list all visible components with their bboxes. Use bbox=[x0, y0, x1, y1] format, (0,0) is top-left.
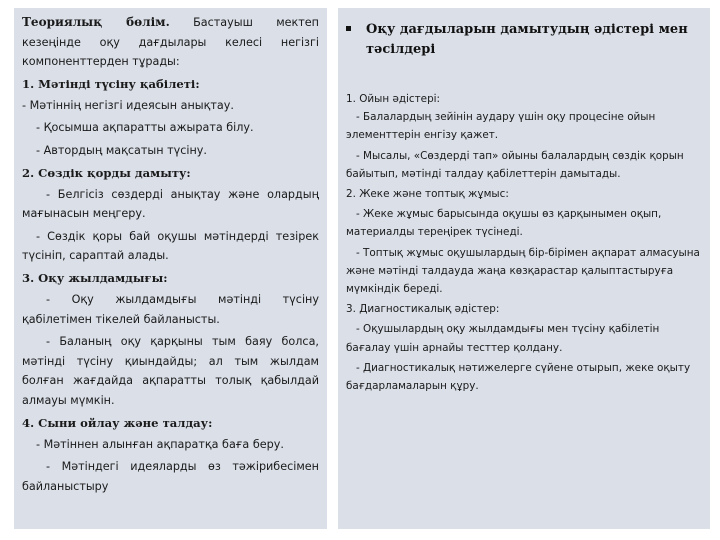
left-column bbox=[14, 8, 327, 529]
method3-title: 3. Диагностикалық әдістер: bbox=[346, 303, 500, 316]
section4-item: - Мәтіндегі идеяларды өз тәжірибесімен байланыстыру bbox=[22, 460, 319, 493]
method1-item: - Мысалы, «Сөздерді тап» ойыны балалардың сөздік қорын байытып, мәтінді талдау қабілеттерін дамытады. bbox=[346, 149, 684, 180]
section1-item: - Автордың мақсатын түсіну. bbox=[36, 143, 207, 157]
section1-title: 1. Мәтінді түсіну қабілеті: bbox=[22, 76, 200, 91]
section1-item: - Қосымша ақпаратты ажырата білу. bbox=[36, 121, 254, 135]
section2-title: 2. Сөздік қорды дамыту: bbox=[22, 165, 191, 180]
method2-title: 2. Жеке және топтық жұмыс: bbox=[346, 188, 509, 201]
right-column bbox=[338, 8, 710, 529]
section2-item: - Белгісіз сөздерді анықтау және олардың мағынасын меңгеру. bbox=[22, 187, 319, 221]
method1-item: - Балалардың зейінін аудару үшін оқу процесіне ойын элементтерін енгізу қажет. bbox=[346, 111, 656, 142]
section3-item: - Оқу жылдамдығы мәтінді түсіну қабілетімен тікелей байланысты. bbox=[22, 292, 319, 326]
section1-item: - Мәтіннің негізгі идеясын анықтау. bbox=[22, 98, 234, 112]
method2-item: - Топтық жұмыс оқушылардың бір-бірімен ақпарат алмасуына және мәтінді талдауда жаңа көзқарастар қалыптастыруға мүмкіндік береді. bbox=[346, 246, 700, 296]
intro-paragraph bbox=[22, 13, 319, 72]
method3-item: - Оқушылардың оқу жылдамдығы мен түсіну қабілетін бағалау үшін арнайы тесттер қолдану. bbox=[346, 323, 660, 354]
method1-title: 1. Ойын әдістері: bbox=[346, 93, 441, 105]
methods-heading bbox=[346, 20, 700, 60]
method3-item: - Диагностикалық нәтижелерге сүйене отырып, жеке оқыту бағдарламаларын құру. bbox=[346, 361, 691, 393]
method2-item: - Жеке жұмыс барысында оқушы өз қарқынымен оқып, материалды тереңірек түсінеді. bbox=[346, 208, 662, 239]
section4-item: - Мәтіннен алынған ақпаратқа баға беру. bbox=[36, 437, 284, 451]
bullet-icon bbox=[346, 26, 351, 31]
section4-title: 4. Сыни ойлау және талдау: bbox=[22, 415, 213, 430]
methods-heading-text: Оқу дағдыларын дамытудың әдістері мен тәсілдері bbox=[366, 22, 688, 57]
section3-title: 3. Оқу жылдамдығы: bbox=[22, 270, 168, 285]
intro-text: Бастауыш мектеп кезеңінде оқу дағдылары келесі негізгі компоненттерден тұрады: bbox=[22, 16, 319, 69]
section3-item: - Баланың оқу қарқыны тым баяу болса, мәтінді түсіну қиындайды; ал тым жылдам болған жағдайда ақпаратты толық қабылдай алмауы мүмкін. bbox=[22, 335, 319, 407]
intro-bold: Теориялық бөлім. bbox=[22, 15, 170, 29]
section2-item: - Сөздік қоры бай оқушы мәтіндерді тезірек түсініп, сараптай алады. bbox=[22, 229, 319, 263]
